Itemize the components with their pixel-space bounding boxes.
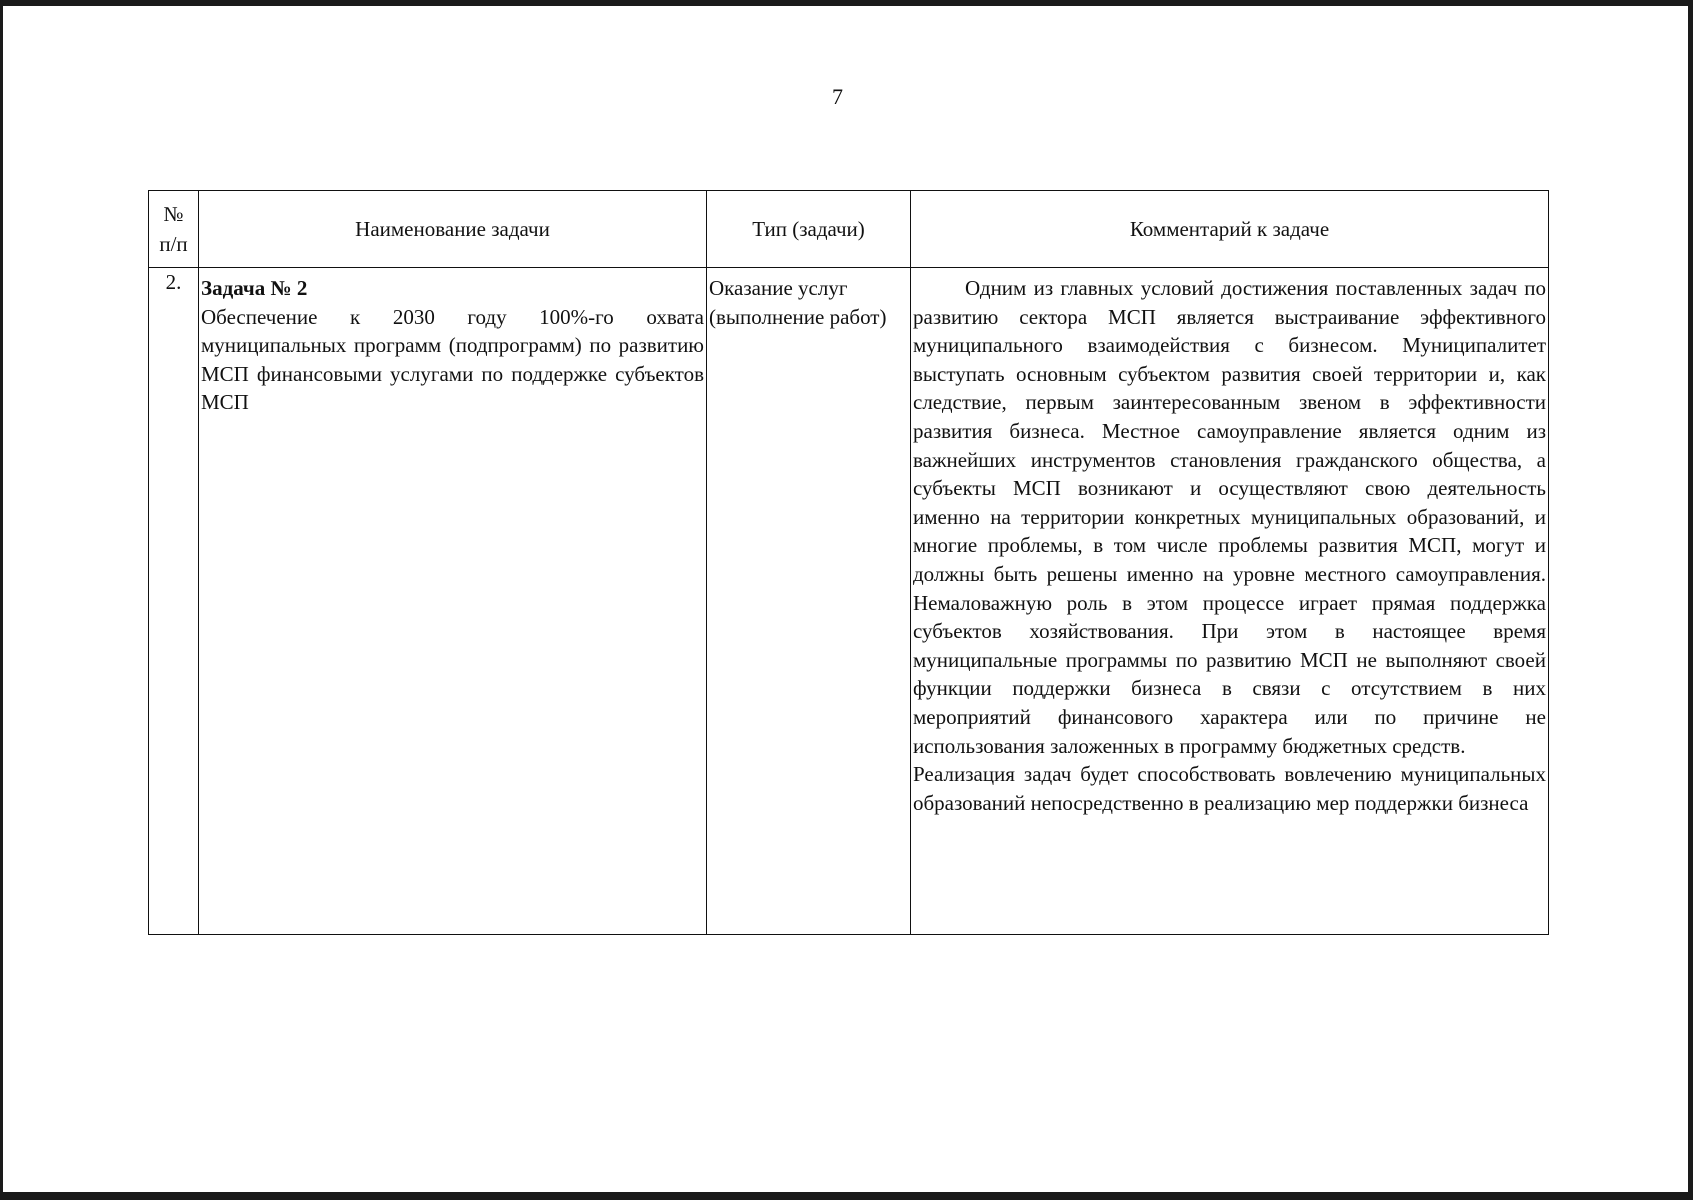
row-number-value: 2. — [165, 270, 182, 294]
scan-border-bottom — [0, 1192, 1693, 1200]
row-task-name-cell — [199, 268, 707, 935]
row-task-comment-cell — [911, 268, 1549, 935]
row-number — [149, 268, 199, 935]
scan-border-right — [1688, 0, 1693, 1200]
task-name-text: Обеспечение к 2030 году 100%-го охвата муниципальных программ (подпрограмм) по развитию МСП финансовыми услугами по поддержке субъектов МСП — [201, 304, 704, 415]
task-table — [148, 190, 1549, 935]
task-title: Задача № 2 — [201, 276, 308, 300]
header-task-name: Наименование задачи — [199, 191, 707, 268]
scan-border-left — [0, 0, 3, 1200]
header-task-comment: Комментарий к задаче — [911, 191, 1549, 268]
comment-paragraph-2: Реализация задач будет способствовать вовлечению муниципальных образований непосредственно в реализацию мер поддержки бизнеса — [913, 762, 1546, 815]
page-number: 7 — [832, 84, 843, 109]
scan-border-top — [0, 0, 1693, 6]
header-task-type: Тип (задачи) — [707, 191, 911, 268]
header-number-symbol: № — [163, 202, 184, 226]
header-number — [149, 191, 199, 268]
row-task-type-cell — [707, 268, 911, 935]
task-table-container — [148, 190, 1549, 935]
table-row — [149, 268, 1549, 935]
comment-paragraph-1: Одним из главных условий достижения поставленных задач по развитию сектора МСП является выстраивание эффективного муниципального взаимодействия с бизнесом. Муниципалитет выступать основным субъектом развития своей территории и, как следствие, первым заинтересованным звеном в эффективности развития бизнеса. Местное самоуправление является одним из важнейших инструментов становления гражданского общества, а субъекты МСП возникают и осуществляют свою деятельность именно на территории конкретных муниципальных образований, и многие проблемы, в том числе проблемы развития МСП, могут и должны быть решены именно на уровне местного самоуправления. Немаловажную роль в этом процессе играет прямая поддержка субъектов хозяйствования. При этом в настоящее время муниципальные программы по развитию МСП не выполняют своей функции поддержки бизнеса в связи с отсутствием в них мероприятий финансового характера или по причине не использования заложенных в программу бюджетных средств. — [913, 276, 1546, 758]
task-type-text: Оказание услуг (выполнение работ) — [709, 276, 887, 329]
table-header-row — [149, 191, 1549, 268]
header-number-abbr: п/п — [159, 232, 188, 256]
